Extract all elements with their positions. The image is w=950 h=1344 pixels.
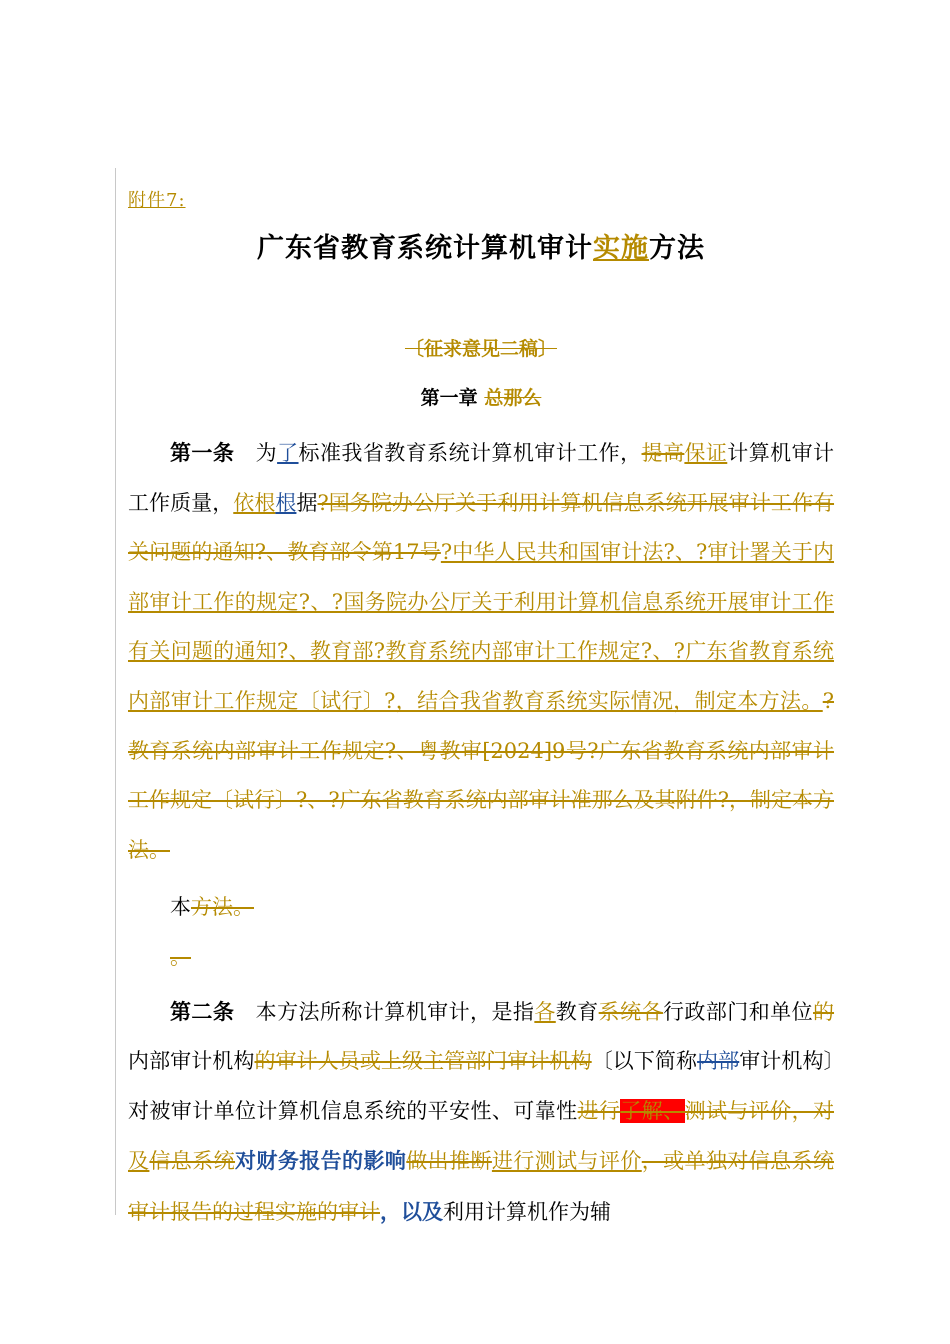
text-run: 为: [255, 441, 278, 465]
highlight-run: 了解、: [620, 1098, 685, 1123]
deletion: 做出推断: [406, 1149, 492, 1174]
insertion: 根: [275, 490, 297, 515]
attachment-label: 附件7:: [128, 190, 186, 211]
paragraph-3: [128, 933, 834, 983]
insertion: 了: [277, 441, 299, 465]
text-run: 〔以下简称: [591, 1049, 698, 1074]
deletion: 进行: [577, 1098, 621, 1123]
insertion: 各: [534, 999, 556, 1024]
text-run: 本方法所称计算机审计，是指: [255, 999, 535, 1024]
deletion: 。: [170, 944, 191, 969]
insertion: 保证: [684, 441, 728, 465]
text-run: 标准我省教育系统计算机审计工作，: [298, 441, 642, 465]
article-2: [128, 987, 834, 1238]
deletion: 提高: [641, 441, 685, 465]
deletion: 系统各: [598, 999, 663, 1024]
margin-line: [115, 168, 116, 1215]
document-subtitle: 〔征求意见二稿〕: [404, 338, 557, 360]
deletion: 内部: [697, 1049, 740, 1074]
title-text-end: 方法: [649, 233, 705, 264]
text-run: 行政部门和单位: [662, 999, 814, 1024]
document-body: [128, 428, 834, 1238]
text-run: 内部审计机构: [128, 1049, 255, 1074]
chapter-heading: [128, 383, 834, 410]
text-run: 利用计算机作为辅: [443, 1199, 611, 1224]
article-2-label: 第二条: [170, 998, 235, 1024]
bold-insertion: ，以及: [380, 1198, 443, 1224]
article-1: [128, 428, 834, 875]
document-title: [128, 226, 834, 265]
deletion: ?教育系统内部审计工作规定?、粤教审[2024]9号?广东省教育系统内部审计工作规定〔试行〕?、?广东省教育系统内部审计准那么及其附件?，制定本方法。: [128, 688, 834, 862]
text-run: 据: [296, 490, 318, 515]
deletion-highlighted: [620, 1099, 684, 1123]
deletion: 方法。: [191, 895, 254, 920]
insertion: 依根: [233, 490, 276, 515]
deletion: 的审计人员或上级主管部门审计机构: [254, 1049, 592, 1074]
bold-insertion: 对财务报告的影响: [235, 1148, 407, 1174]
title-text: 广东省教育系统计算机审计: [257, 233, 593, 264]
text-run: 教育: [555, 999, 599, 1024]
insertion: 进行测试与评价: [491, 1149, 642, 1174]
text-run: 计算机审计工作质量，: [128, 441, 835, 515]
deletion: ?国务院办公厅关于利用计算机信息系统开展审计工作有关问题的通知?、教育部令第17号: [128, 490, 835, 565]
text-run: 本: [170, 895, 191, 920]
deletion: ，或单独对信息系统审计报告的过程实施的审计: [128, 1149, 834, 1224]
deletion: 测试与评价，对: [684, 1098, 834, 1123]
deletion: 信息系统: [149, 1149, 236, 1174]
paragraph-2: [128, 883, 834, 933]
deletion: 的: [813, 999, 835, 1024]
article-1-label: 第一条: [170, 440, 235, 465]
text-run: 审计机构〕对被审计单位计算机信息系统的平安性、可靠性: [128, 1049, 835, 1123]
insertion: 及: [128, 1149, 150, 1174]
chapter-label: 第一章: [420, 387, 478, 409]
insertion: ?中华人民共和国审计法?、?审计署关于内部审计工作的规定?、?国务院办公厅关于利用计算机信息系统开展审计工作有关问题的通知?、教育部?教育系统内部审计工作规定?、?广东省教育系统内部审计工作规定〔试行〕?，结合我省教育系统实际情况，制定本方法。: [128, 540, 835, 713]
chapter-name: 总那么: [484, 387, 542, 409]
title-insertion: 实施: [593, 233, 649, 264]
